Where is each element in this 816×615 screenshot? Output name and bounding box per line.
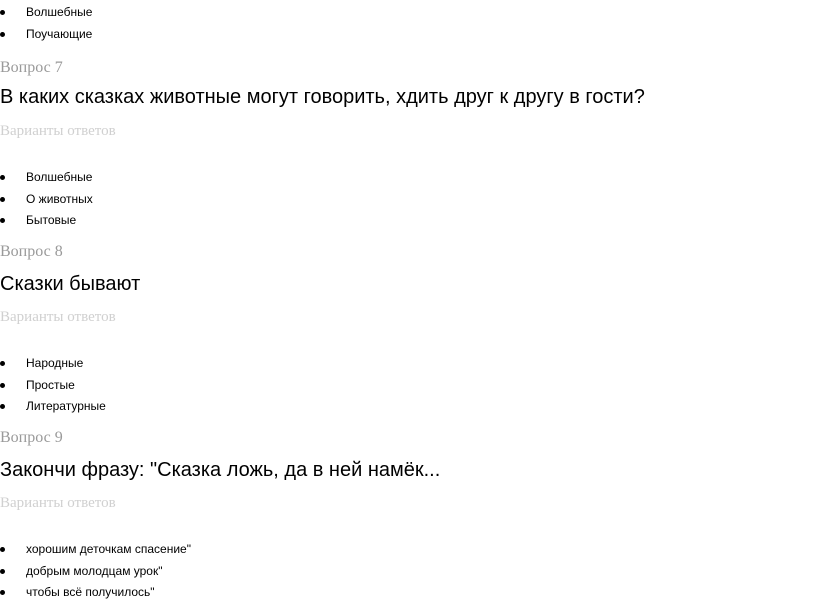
bullet-icon: [0, 404, 5, 409]
answer-options-list: [0, 539, 191, 604]
answer-options-list: [0, 167, 93, 232]
option-text: Волшебные: [26, 5, 93, 19]
option-text: Поучающие: [26, 26, 93, 41]
answer-options-list: [0, 353, 106, 418]
bullet-icon: [0, 218, 5, 223]
option-text: Народные: [26, 356, 84, 370]
option-text: Волшебные: [26, 170, 93, 184]
answer-option[interactable]: [0, 539, 191, 561]
bullet-icon: [0, 361, 5, 366]
option-text: добрым молодцам урок": [26, 563, 163, 578]
answer-option[interactable]: [0, 167, 93, 189]
option-text: Бытовые: [26, 213, 77, 227]
answer-options-label: Варианты ответов: [0, 309, 116, 325]
option-text: О животных: [26, 191, 93, 206]
question-text: В каких сказках животные могут говорить, хдить друг к другу в гости?: [0, 86, 645, 108]
answer-option[interactable]: [0, 375, 106, 397]
question-text: Закончи фразу: "Сказка ложь, да в ней намёк...: [0, 459, 441, 481]
answer-option[interactable]: [0, 210, 93, 232]
bullet-icon: [0, 569, 5, 574]
answer-options-label: Варианты ответов: [0, 495, 116, 511]
bullet-icon: [0, 10, 5, 15]
option-text: Простые: [26, 377, 75, 392]
bullet-icon: [0, 175, 5, 180]
question-number: Вопрос 8: [0, 243, 63, 260]
answer-option[interactable]: [0, 561, 191, 583]
question-text: Сказки бывают: [0, 273, 141, 295]
previous-answer-options: [0, 2, 92, 45]
answer-option[interactable]: [0, 353, 106, 375]
answer-option[interactable]: [0, 2, 92, 24]
question-number: Вопрос 7: [0, 59, 63, 76]
answer-option[interactable]: [0, 24, 92, 46]
bullet-icon: [0, 197, 5, 202]
answer-option[interactable]: [0, 189, 93, 211]
bullet-icon: [0, 32, 5, 37]
bullet-icon: [0, 590, 5, 595]
answer-option[interactable]: [0, 396, 106, 418]
bullet-icon: [0, 547, 5, 552]
option-text: хорошим деточкам спасение": [26, 542, 191, 556]
question-number: Вопрос 9: [0, 429, 63, 446]
answer-options-label: Варианты ответов: [0, 123, 116, 139]
bullet-icon: [0, 383, 5, 388]
option-text: Литературные: [26, 399, 106, 413]
answer-option[interactable]: [0, 582, 191, 604]
option-text: чтобы всё получилось": [26, 585, 155, 599]
